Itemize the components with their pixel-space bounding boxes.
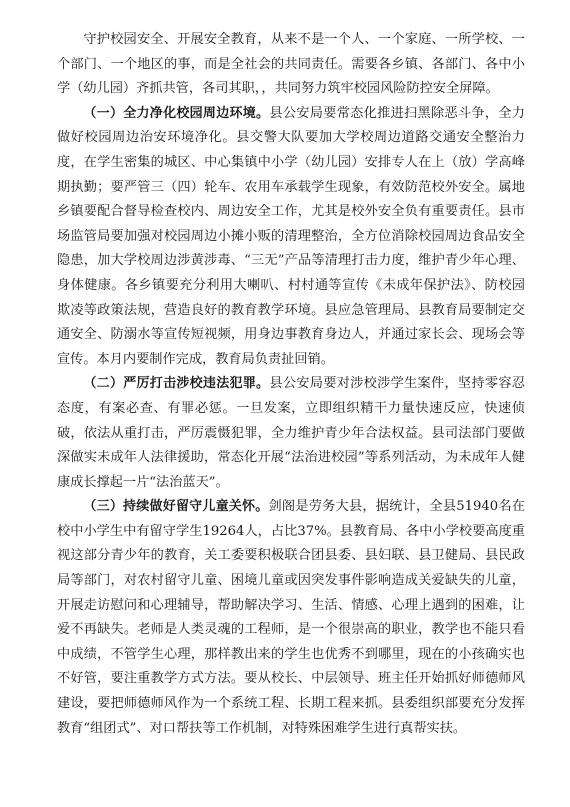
section-3-text: 剑阁是劳务大县，据统计，全县51940名在校中小学生中有留守学生19264人，占比37%。县教育局、各中小学校要高度重视这部分青少年的教育，关工委要积极联合团县委、县妇联、县卫健局、县民政局等部门，对农村留守儿童、困境儿童或因突发事件影响造成关爱缺失的儿童，开展走访慰问和心理辅导，帮助解决学习、生活、情感、心理上遇到的困难，让爱不再缺失。老师是人类灵魂的工程师，是一个很崇高的职业，教学也不能只看中成绩，不管学生心理，那样教出来的学生也优秀不到哪里，现在的小孩确实也不好管，要注重教学方式方法。要从校长、中层领导、班主任开始抓好师德师风建设，要把师德师风作为一个系统工程、长期工程来抓。县委组织部要充分发挥教育“组团式”、对口帮扶等工作机制，对特殊困难学生进行真帮实扶。 [57, 499, 525, 736]
section-3-heading: （三）持续做好留守儿童关怀。 [83, 499, 269, 515]
section-2-heading: （二）严厉打击涉校违法犯罪。 [83, 376, 270, 392]
section-3-paragraph [57, 495, 525, 741]
section-1-paragraph [57, 102, 525, 373]
section-1-heading: （一）全力净化校园周边环境。 [83, 105, 270, 121]
section-1-text: 县公安局要常态化推进扫黑除恶斗争，全力做好校园周边治安环境净化。县交警大队要加大学校周边道路交通安全整治力度，在学生密集的城区、中心集镇中小学（幼儿园）安排专人在上（放）学高峰期执勤；要严管三（四）轮车、农用车承载学生现象，有效防范校外安全。属地乡镇要配合督导检查校内、周边安全工作，尤其是校外安全负有重要责任。县市场监管局要加强对校园周边小摊小贩的清理整治，全方位消除校园周边食品安全隐患，加大学校周边涉黄涉毒、“三无”产品等清理打击力度，维护青少年心理、身体健康。各乡镇要充分利用大喇叭、村村通等宣传《未成年保护法》、防校园欺凌等政策法规，营造良好的教育教学环境。县应急管理局、县教育局要制定交通安全、防溺水等宣传短视频，用身边事教育身边人，并通过家长会、现场会等宣传。本月内要制作完成，教育局负责扯回销。 [57, 105, 525, 367]
section-2-paragraph [57, 372, 525, 495]
section-2-text: 县公安局要对涉校涉学生案件，坚持零容忍态度，有案必查、有罪必惩。一旦发案，立即组织精干力量快速反应，快速侦破，依法从重打击，严厉震慑犯罪，全力维护青少年合法权益。县司法部门要做深做实未成年人法律援助，常态化开展“法治进校园”等系列活动，为未成年人健康成长撑起一片“法治蓝天”。 [57, 376, 525, 490]
intro-paragraph [57, 28, 525, 102]
intro-paragraph-text: 守护校园安全、开展安全教育，从来不是一个人、一个家庭、一所学校、一个部门、一个地区的事，而是全社会的共同责任。需要各乡镇、各部门、各中小学（幼儿园）齐抓共管，各司其职，，共同努力筑牢校园风险防控安全屏障。 [57, 32, 525, 97]
document-page [57, 28, 525, 741]
